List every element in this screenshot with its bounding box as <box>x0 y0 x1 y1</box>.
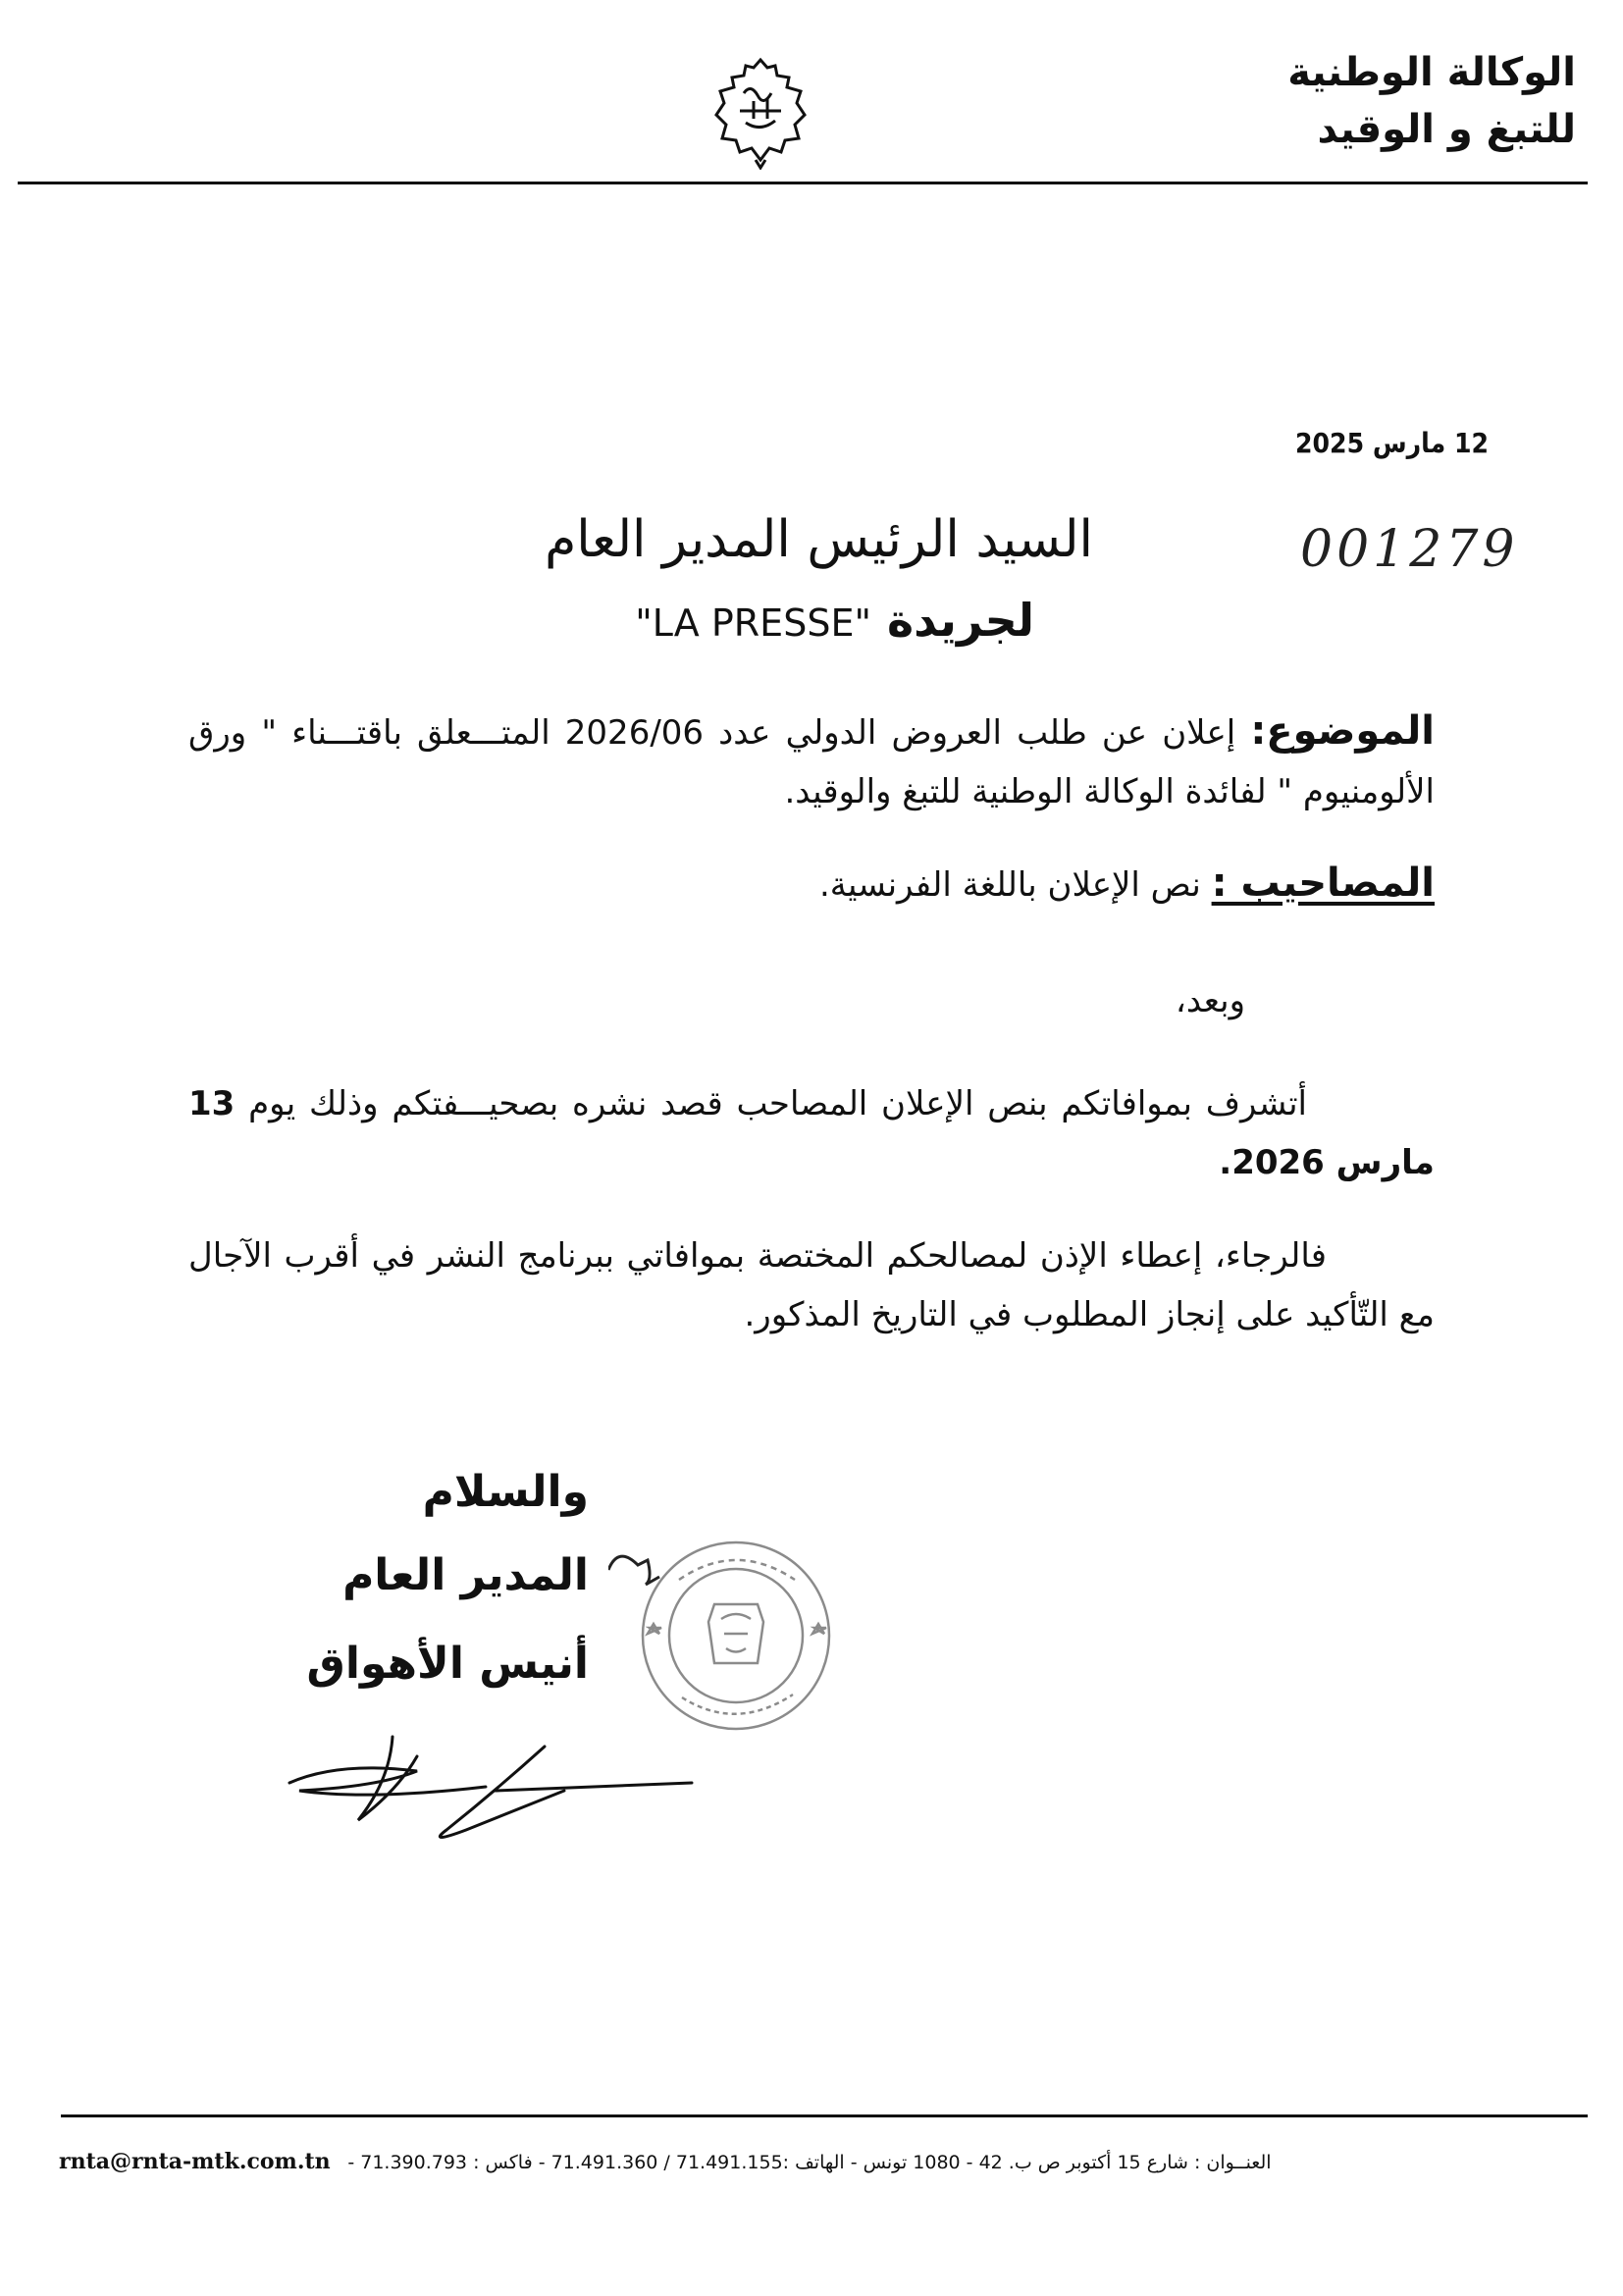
body-paragraph-1 <box>188 1074 1435 1192</box>
organization-name <box>1287 44 1576 158</box>
recipient-title: السيد الرئيس المدير العام <box>545 510 1093 569</box>
recipient-newspaper-prefix: لجريدة <box>886 594 1034 647</box>
attachment-label: المصاحيب : <box>1211 861 1435 906</box>
publication-date: 13 مارس 2026. <box>188 1084 1435 1182</box>
footer-address: العنــوان : شارع 15 أكتوبر ص ب. 42 - 1080 تونس - الهاتف :71.491.155 / 71.491.360 - فاكس : 71.390.793 - <box>347 2152 1272 2173</box>
agency-logo-icon <box>707 54 814 170</box>
attachment-text: نص الإعلان باللغة الفرنسية. <box>818 865 1201 905</box>
signatory-name: أنيس الأهواق <box>306 1639 589 1689</box>
greeting: وبعد، <box>1175 981 1245 1020</box>
official-stamp-icon <box>608 1526 854 1751</box>
paragraph1-text: أتشرف بموافاتكم بنص الإعلان المصاحب قصد نشره بصحيـــفتكم وذلك يوم <box>248 1084 1308 1123</box>
subject-line <box>188 702 1435 821</box>
closing-salutation: والسلام <box>422 1467 589 1517</box>
recipient-newspaper-name: "LA PRESSE" <box>635 601 871 645</box>
recipient-newspaper <box>635 594 1034 647</box>
handwritten-signature-icon <box>280 1722 711 1850</box>
footer-contact <box>59 2149 1550 2174</box>
reference-number: 001279 <box>1300 520 1519 579</box>
subject-label: الموضوع: <box>1250 708 1435 754</box>
footer-email: rnta@rnta-mtk.com.tn <box>59 2149 331 2174</box>
footer-divider <box>61 2114 1588 2117</box>
attachment-line <box>188 854 1435 914</box>
subject-text: إعلان عن طلب العروض الدولي عدد 2026/06 المتـــعلق باقتـــناء " ورق الألومنيوم " لفائدة الوكالة الوطنية للتبغ والوقيد. <box>188 713 1435 811</box>
organization-name-line1: الوكالة الوطنية <box>1287 50 1576 95</box>
header-divider <box>18 182 1588 184</box>
organization-name-line2: للتبغ و الوقيد <box>1317 107 1576 152</box>
letter-date: 12 مارس 2025 <box>1295 427 1490 459</box>
signatory-title: المدير العام <box>342 1550 589 1600</box>
body-paragraph-2: فالرجاء، إعطاء الإذن لمصالحكم المختصة بموافاتي ببرنامج النشر في أقرب الآجال مع التّأكيد على إنجاز المطلوب في التاريخ المذكور. <box>188 1236 1435 1334</box>
